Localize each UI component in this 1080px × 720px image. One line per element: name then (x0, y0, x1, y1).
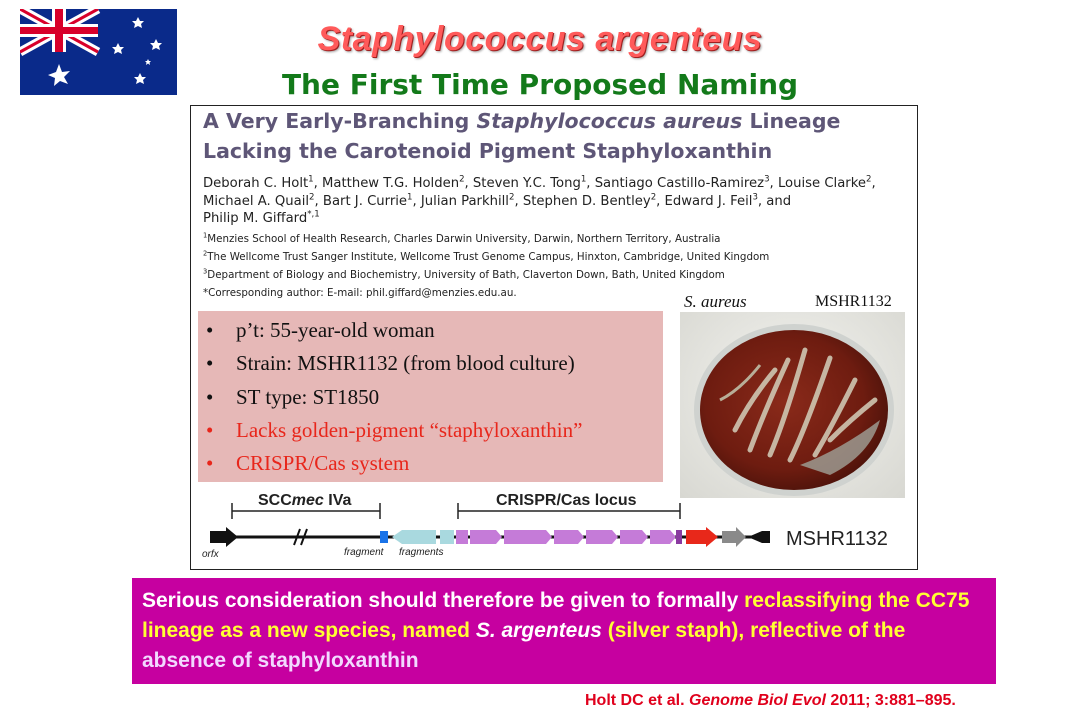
author: Louise Clarke (777, 176, 866, 191)
bullet-item: • Lacks golden-pigment “staphyloxanthin” (206, 417, 583, 442)
australian-flag-icon (20, 9, 177, 95)
author: Santiago Castillo-Ramirez (594, 176, 765, 191)
photo-label-species: S. aureus (684, 292, 747, 311)
slide-subtitle: The First Time Proposed Naming (281, 68, 799, 101)
fragments-label: fragments (399, 547, 444, 558)
author-list: Deborah C. Holt$^1$, Matthew T.G. Holden$^2$, Steven Y.C. Tong$^1$, Santiago Castillo-Ramirez$^3$, Louise Clarke$^2$, Michael A. Quail$^2$, Bart J. Currie$^1$, Julian Parkhill$^2$, Stephen D. Bentley$^2$, Edward J. Feil$^3$, and Philip M. Giffard$^{*,1}$ (203, 174, 876, 226)
author: Philip M. Giffard (203, 211, 308, 226)
author: Edward J. Feil (664, 193, 753, 209)
conclusion-callout: Serious consideration should therefore be given to formally reclassifying the CC75 lineage as a new species, named S. argenteus (silver staph), reflective of the absence of staphyloxanthin (132, 578, 996, 684)
slide-title: Staphylococcus argenteus (317, 20, 763, 58)
author: Stephen D. Bentley (522, 193, 651, 209)
author: Deborah C. Holt (203, 176, 309, 191)
fragment-label: fragment (344, 547, 384, 558)
agar-plate-photo (680, 290, 905, 498)
author: Bart J. Currie (322, 193, 408, 209)
corresponding-author: *Corresponding author: E-mail: phil.giffard@menzies.edu.au. (203, 287, 517, 299)
author: Steven Y.C. Tong (472, 176, 581, 191)
bullet-item: • CRISPR/Cas system (206, 451, 410, 476)
author: Matthew T.G. Holden (322, 176, 460, 191)
affiliation: $^3$Department of Biology and Biochemistry, University of Bath, Claverton Down, Bath, United Kingdom (203, 267, 725, 281)
author: Michael A. Quail (203, 193, 310, 209)
crispr-locus-label: CRISPR/Cas locus (496, 492, 637, 509)
paper-title: A Very Early-Branching Staphylococcus aureus Lineage Lacking the Carotenoid Pigment Staphyloxanthin (203, 109, 841, 163)
citation: Holt DC et al. Genome Biol Evol 2011; 3:881–895. (585, 692, 956, 709)
author: Julian Parkhill (420, 193, 509, 209)
strain-label: MSHR1132 (786, 528, 888, 550)
affiliation: $^2$The Wellcome Trust Sanger Institute, Wellcome Trust Genome Campus, Hinxton, Cambridge, United Kingdom (203, 249, 770, 263)
case-summary-box (198, 311, 663, 482)
bullet-item: • p’t: 55-year-old woman (206, 318, 435, 342)
bullet-item: • Strain: MSHR1132 (from blood culture) (206, 351, 575, 376)
affiliation: $^1$Menzies School of Health Research, Charles Darwin University, Darwin, Northern Territory, Australia (203, 231, 721, 245)
genome-locus-diagram (196, 487, 912, 563)
scc-mec-label: SCCmec IVa (258, 492, 352, 509)
bullet-item: • ST type: ST1850 (206, 384, 380, 409)
orfx-label: orfx (202, 549, 219, 560)
photo-label-strain: MSHR1132 (815, 293, 892, 310)
